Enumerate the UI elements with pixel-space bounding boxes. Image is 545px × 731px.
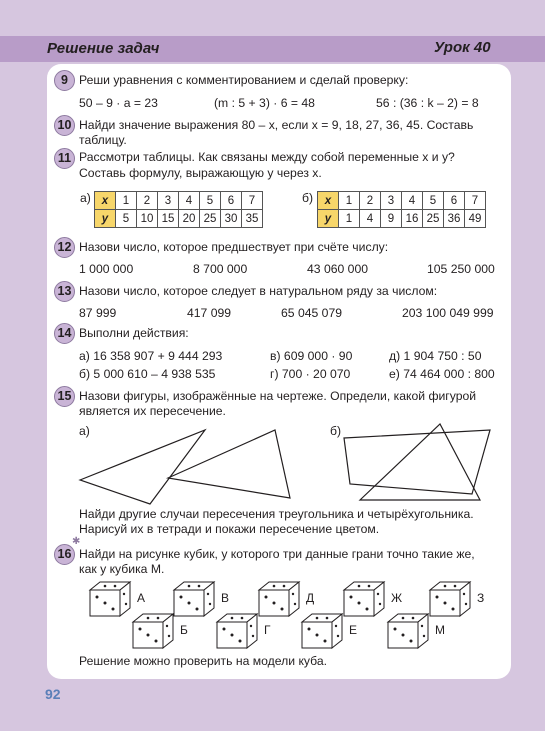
table-b [317,191,486,228]
table-b-label: б) [302,191,314,205]
table-cell: 5 [423,192,444,210]
table-cell: 3 [381,192,402,210]
figure-a-label: а) [79,424,90,438]
task-15-after1: Найди другие случаи пересечения треугольника и четырёхугольника. [79,507,474,521]
task-15-after2: Нарисуй их в тетради и покажи пересечение цветом. [79,522,380,536]
task-14-v: в) 609 000 · 90 [270,349,353,363]
task-14-text: Выполни действия: [79,326,189,340]
table-cell: 1 [116,192,137,210]
table-cell: 7 [465,192,486,210]
task-number-12: 12 [54,237,75,258]
table-cell: 2 [360,192,381,210]
triangle-shape [360,424,480,500]
task-number-9: 9 [54,70,75,91]
table-cell: 25 [423,210,444,228]
dice-cube-icon [88,580,132,618]
figure-a-drawing [70,420,310,505]
table-cell: 20 [179,210,200,228]
table-b-y-row [318,210,486,228]
task-13-value: 417 099 [187,306,232,320]
task-9-eq1: 50 – 9 · a = 23 [79,96,158,110]
task-15-line2: является их пересечение. [79,404,226,418]
star-icon: ✱ [72,536,81,547]
task-15-line1: Назови фигуры, изображённые на чертеже. Определи, какой фигурой [79,389,477,403]
table-a-x-row [95,192,263,210]
task-number-10: 10 [54,115,75,136]
dice-cube-icon [428,580,472,618]
table-cell: 30 [221,210,242,228]
cube-label: Е [349,623,358,637]
task-12-value: 105 250 000 [427,262,495,276]
page-header [0,36,545,62]
cube-label: Г [264,623,271,637]
table-cell: 3 [158,192,179,210]
table-a [94,191,263,228]
quadrilateral-shape [344,430,490,494]
triangle-shape [80,430,205,504]
task-9-eq2: (m : 5 + 3) · 6 = 48 [214,96,315,110]
table-cell: 35 [242,210,263,228]
task-10-line2: таблицу. [79,133,127,147]
table-cell: 6 [221,192,242,210]
triangle-shape [168,430,290,498]
table-cell: x [95,192,116,210]
topic-title: Решение задач [47,40,160,57]
table-cell: 1 [339,210,360,228]
table-cell: 2 [137,192,158,210]
task-11-line1: Рассмотри таблицы. Как связаны между собой переменные x и y? [79,150,455,164]
table-cell: 4 [360,210,381,228]
figure-b-label: б) [330,424,342,438]
dice-cube-icon [257,580,301,618]
task-16-footer: Решение можно проверить на модели куба. [79,654,328,668]
table-cell: 4 [179,192,200,210]
table-cell: y [318,210,339,228]
task-11-line2: Составь формулу, выражающую y через x. [79,166,322,180]
table-cell: 25 [200,210,221,228]
table-cell: 6 [444,192,465,210]
table-b-x-row [318,192,486,210]
cube-label: М [435,623,445,637]
task-9-eq3: 56 : (36 : k – 2) = 8 [376,96,479,110]
cube-label: Б [180,623,188,637]
table-cell: 5 [116,210,137,228]
task-13-value: 65 045 079 [281,306,342,320]
task-14-a: а) 16 358 907 + 9 444 293 [79,349,223,363]
cube-label: Д [306,591,315,605]
table-cell: 10 [137,210,158,228]
table-cell: 36 [444,210,465,228]
table-cell: 1 [339,192,360,210]
table-cell: 7 [242,192,263,210]
table-cell: 15 [158,210,179,228]
task-14-d: д) 1 904 750 : 50 [389,349,482,363]
task-13-value: 203 100 049 999 [402,306,494,320]
table-cell: 16 [402,210,423,228]
task-16-line1: Найди на рисунке кубик, у которого три данные грани точно такие же, [79,547,475,561]
task-12-value: 8 700 000 [193,262,248,276]
task-12-value: 43 060 000 [307,262,368,276]
cube-label: В [221,591,230,605]
dice-cube-icon [300,612,344,650]
cube-label: Ж [391,591,403,605]
dice-cube-icon [172,580,216,618]
dice-cube-icon [386,612,430,650]
table-cell: 9 [381,210,402,228]
task-13-text: Назови число, которое следует в натуральном ряду за числом: [79,284,438,298]
task-14-b: б) 5 000 610 – 4 938 535 [79,367,216,381]
page-number: 92 [45,686,61,702]
task-13-value: 87 999 [79,306,117,320]
table-cell: 4 [402,192,423,210]
table-cell: 5 [200,192,221,210]
dice-cube-icon [342,580,386,618]
task-number-16: 16 [54,544,75,565]
dice-cube-icon [215,612,259,650]
task-16-line2: как у кубика М. [79,562,165,576]
cube-label: З [477,591,485,605]
dice-cube-icon [131,612,175,650]
table-cell: 49 [465,210,486,228]
task-9-text: Реши уравнения с комментированием и сделай проверку: [79,73,409,87]
task-number-11: 11 [54,148,75,169]
task-12-text: Назови число, которое предшествует при счёте числу: [79,240,389,254]
task-number-15: 15 [54,386,75,407]
table-a-label: а) [80,191,91,205]
task-14-g: г) 700 · 20 070 [270,367,351,381]
lesson-title: Урок 40 [434,39,491,56]
task-14-e: е) 74 464 000 : 800 [389,367,495,381]
task-10-line1: Найди значение выражения 80 – x, если x = 9, 18, 27, 36, 45. Составь [79,118,474,132]
table-a-y-row [95,210,263,228]
table-cell: x [318,192,339,210]
task-12-value: 1 000 000 [79,262,134,276]
table-cell: y [95,210,116,228]
task-number-13: 13 [54,281,75,302]
figure-b-drawing [330,420,500,505]
task-number-14: 14 [54,323,75,344]
cube-label: А [137,591,146,605]
